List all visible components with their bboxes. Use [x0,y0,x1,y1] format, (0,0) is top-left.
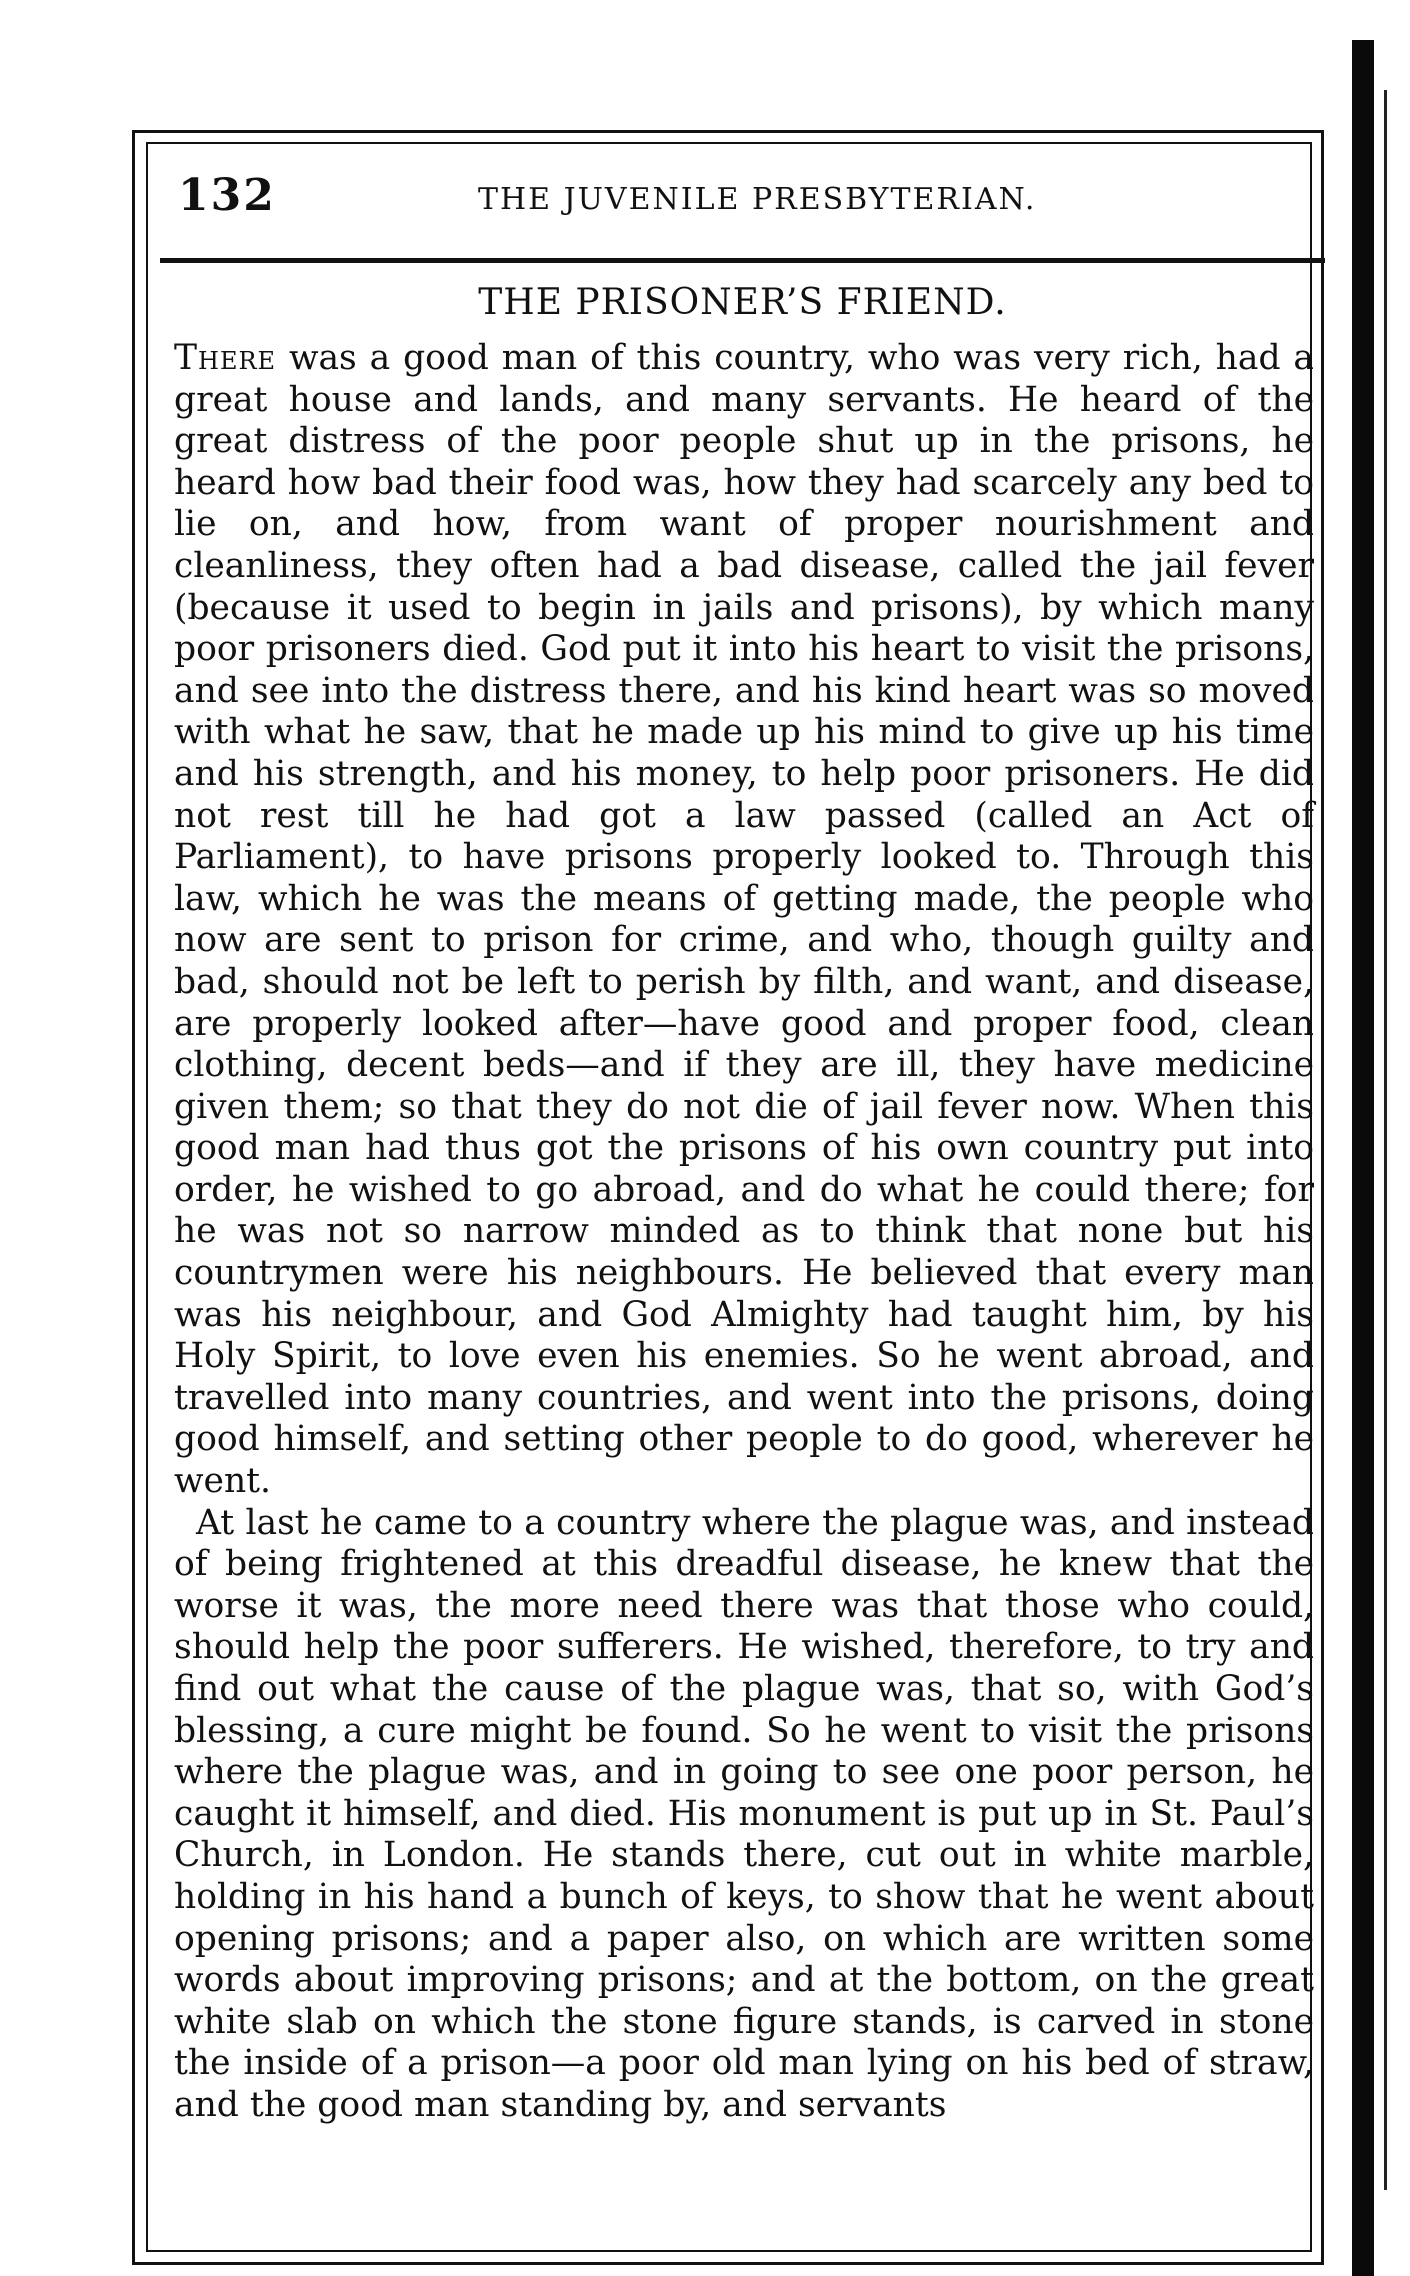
article-title: THE PRISONER’S FRIEND. [478,282,1007,323]
paragraph [174,338,1314,1503]
page-header [178,170,1308,230]
spine-edge-line [1384,90,1387,2190]
page-number: 132 [178,170,276,221]
running-head: THE JUVENILE PRESBYTERIAN. [478,182,1037,217]
article-body [174,338,1314,2127]
drop-word: There [174,338,277,378]
book-spine-shadow [1352,40,1374,2276]
paragraph: At last he came to a country where the plague was, and instead of being frightened at this dreadful disease, he knew that the worse it was, the more need there was that those who could, should help the poor sufferers. He wished, therefore, to try and find out what the cause of the plague was, that so, with God’s blessing, a cure might be found. So he went to visit the prisons where the plague was, and in going to see one poor person, he caught it himself, and died. His monument is put up in St. Paul’s Church, in London. He stands there, cut out in white marble, holding in his hand a bunch of keys, to show that he went about opening prisons; and a paper also, on which are written some words about improving prisons; and at the bottom, on the great white slab on which the stone figure stands, is carved in stone the inside of a prison—a poor old man lying on his bed of straw, and the good man standing by, and servants [174,1502,1314,2125]
header-rule [160,258,1325,263]
paragraph-text: was a good man of this country, who was very rich, had a great house and lands, and many servants. He heard of the great distress of the poor people shut up in the prisons, he heard how bad their food was, how they had scarcely any bed to lie on, and how, from want of proper nourishment and cleanliness, they often had a bad disease, called the jail fever (because it used to begin in jails and prisons), by which many poor prisoners died. God put it into his heart to visit the prisons, and see into the distress there, and his kind heart was so moved with what he saw, that he made up his mind to give up his time and his strength, and his money, to help poor prisoners. He did not rest till he had got a law passed (called an Act of Parliament), to have prisons properly looked to. Through this law, which he was the means of getting made, the people who now are sent to prison for crime, and who, though guilty and bad, should not be left to perish by filth, and want, and disease, are properly looked after—have good and proper food, clean clothing, decent beds—and if they are ill, they have medicine given them; so that they do not die of jail fever now. When this good man had thus got the prisons of his own country put into order, he wished to go abroad, and do what he could there; for he was not so narrow minded as to think that none but his countrymen were his neighbours. He believed that every man was his neighbour, and God Almighty had taught him, by his Holy Spirit, to love even his enemies. So he went abroad, and travelled into many countries, and went into the prisons, doing good himself, and setting other people to do good, wherever he went. [174,338,1314,1502]
